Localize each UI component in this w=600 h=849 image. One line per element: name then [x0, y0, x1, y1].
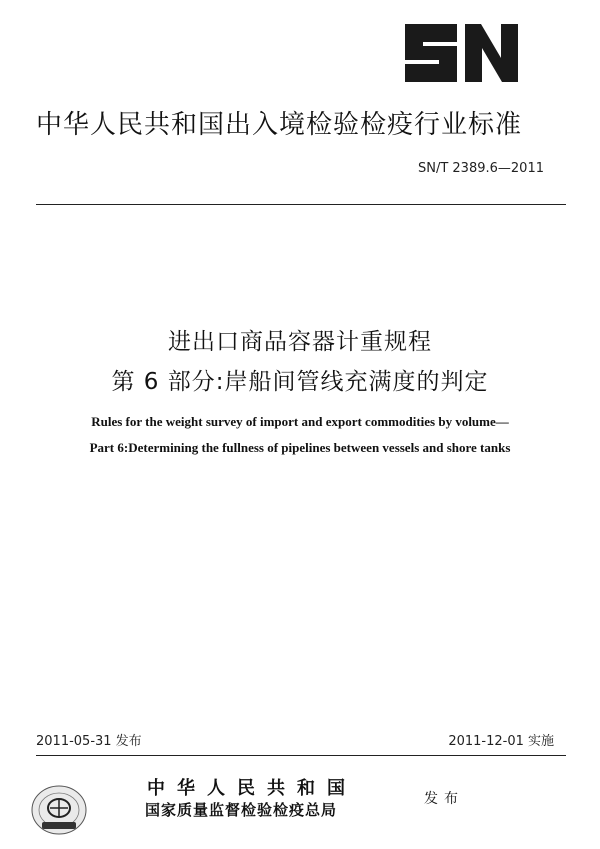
title-cn-line2: 第 6 部分:岸船间管线充满度的判定 — [111, 369, 489, 395]
issuer-agency: 国家质量监督检验检疫总局 — [145, 801, 338, 819]
header-divider — [36, 204, 566, 205]
title-en-line1: Rules for the weight survey of import and export commodities by volume— — [91, 414, 509, 429]
standard-body-title: 中华人民共和国出入境检验检疫行业标准 — [36, 110, 523, 140]
title-en-line2: Part 6:Determining the fullness of pipelines between vessels and shore tanks — [89, 440, 511, 455]
footer-divider — [36, 755, 566, 756]
implementation-date: 2011-12-01 实施 — [448, 734, 554, 749]
issue-date: 2011-05-31 发布 — [36, 734, 142, 749]
title-cn-line1: 进出口商品容器计重规程 — [168, 329, 432, 355]
anti-counterfeit-seal-icon — [30, 784, 88, 836]
sn-logo-icon — [401, 20, 522, 86]
publish-label: 发布 — [424, 791, 464, 807]
issuer-country: 中华人民共和国 — [147, 778, 357, 799]
standard-number: SN/T 2389.6—2011 — [417, 161, 544, 176]
